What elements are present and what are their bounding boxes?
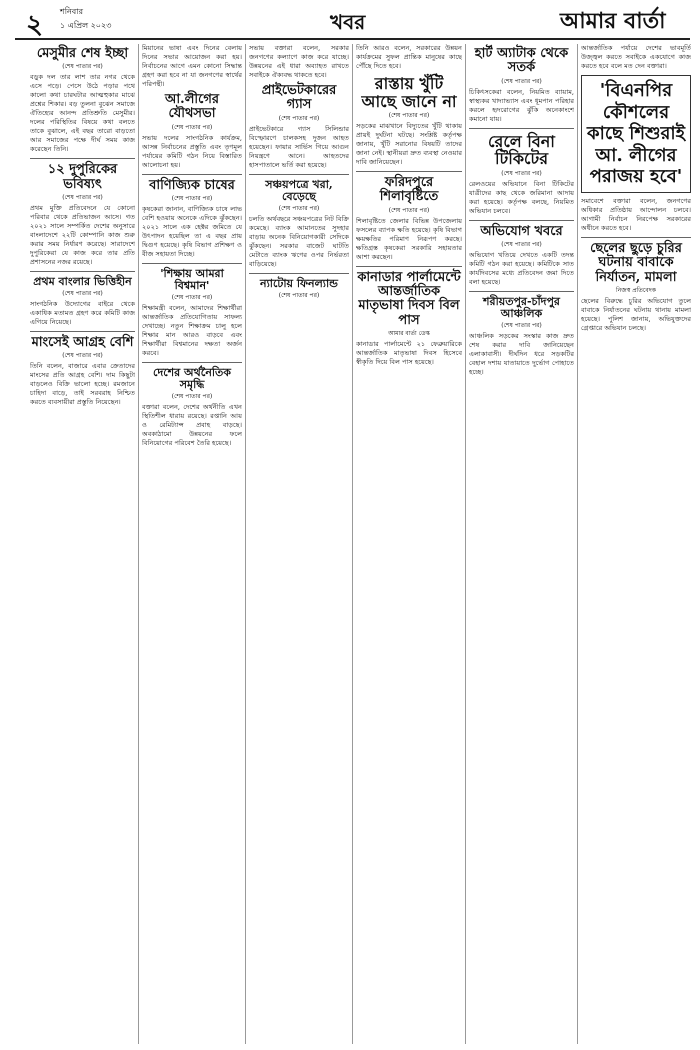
column-2 xyxy=(142,44,242,1040)
byline: নিজস্ব প্রতিবেদক xyxy=(615,286,657,294)
byline: (শেষ পাতার পর) xyxy=(62,63,103,71)
byline: (শেষ পাতার পর) xyxy=(171,393,213,401)
headline: অভিযোগ খবরে xyxy=(480,223,563,239)
byline: (শেষ পাতার পর) xyxy=(388,206,430,214)
headline: রেলে বিনা টিকিটের xyxy=(488,131,555,169)
article-body: চিকিৎসকেরা বলেন, নিয়মিত ব্যায়াম, স্বাস্থ্যকর খাদ্যাভ্যাস এবং ধূমপান পরিহার করলে হৃদরোগের ঝুঁকি অনেকাংশে কমানো যায়। xyxy=(469,87,574,123)
article-body: তিনি আরও বলেন, সরকারের উন্নয়ন কার্যক্রমের সুফল প্রান্তিক মানুষের কাছে পৌঁছে দিতে হবে। xyxy=(356,44,462,70)
divider xyxy=(142,362,242,363)
divider xyxy=(249,174,349,175)
column-1 xyxy=(30,44,135,1040)
headline: ন্যাটোয় ফিনল্যান্ড xyxy=(260,276,338,290)
column-rule xyxy=(245,44,246,1044)
article-body: কানাডার পার্লামেন্টে ২১ ফেব্রুয়ারিকে আন্তর্জাতিক মাতৃভাষা দিবস হিসেবে স্বীকৃতি দিয়ে বিল পাস হয়েছে। xyxy=(356,339,462,366)
divider xyxy=(30,271,135,272)
column-rule xyxy=(352,44,353,1044)
column-rule xyxy=(465,44,466,1044)
byline: (শেষ পাতার পর) xyxy=(62,289,103,297)
column-6 xyxy=(581,44,691,1040)
article-body: সভায় দলের সাংগঠনিক কার্যক্রম, আসন্ন নির্বাচনের প্রস্তুতি এবং তৃণমূল পর্যায়ের কমিটি গঠন নিয়ে বিস্তারিত আলোচনা হয়। xyxy=(142,133,242,169)
divider xyxy=(30,158,135,159)
byline: (শেষ পাতার পর) xyxy=(501,169,542,177)
article-body: প্রাইভেটকারে গ্যাস সিলিন্ডার বিস্ফোরণে চালকসহ দুজন আহত হয়েছেন। ফায়ার সার্ভিস গিয়ে আগুন নিয়ন্ত্রণে আনে। আহতদের হাসপাতালে ভর্তি করা হয়েছে। xyxy=(249,124,349,169)
byline: (শেষ পাতার পর) xyxy=(171,123,213,131)
date: ১ এপ্রিল ২০২৩ xyxy=(60,21,112,30)
headline: সঞ্চয়পত্রে খরা, বেড়েছে xyxy=(265,177,333,203)
headline: আ.লীগের যৌথসভা xyxy=(165,92,219,122)
divider xyxy=(142,174,242,175)
byline: (শেষ পাতার পর) xyxy=(62,193,103,201)
article-body: অভিযোগ খতিয়ে দেখতে একটি তদন্ত কমিটি গঠন করা হয়েছে। কমিটিকে সাত কার্যদিবসের মধ্যে প্রতিবেদন জমা দিতে বলা হয়েছে। xyxy=(469,251,574,287)
article-body: প্রথম মুক্তি প্রতিবেদনে যে কোনো পরিবার থেকে প্রতিভাজন আসে। গত ২০২১ সালে সম্পর্কিত দেশের অনুসারে বাংলাদেশে ২২টি কোম্পানি কাজ শুরু করার সময় নির্ধারণ করেছে। সারাদেশে দুপুরিকেরা যে কাজ করে তার প্রতি প্রশাসনের নজর রয়েছে। xyxy=(30,203,135,266)
byline: (শেষ পাতার পর) xyxy=(278,204,320,212)
headline: ছেলের ছুড়ে চুরির ঘটনায় বাবাকে নির্যাতন, মামলা xyxy=(590,240,682,285)
divider xyxy=(356,171,462,172)
headline: হার্ট অ্যাটাক থেকে সতর্ক xyxy=(474,46,569,76)
newspaper-logo: আমার বার্তা xyxy=(560,8,666,34)
article-body: সভায় বক্তারা বলেন, সরকার জনগণের কল্যাণে কাজ করে যাচ্ছে। উন্নয়নের এই ধারা অব্যাহত রাখতে সবাইকে ঐক্যবদ্ধ থাকতে হবে। xyxy=(249,44,349,79)
byline: (শেষ পাতার পর) xyxy=(278,114,320,122)
byline: (শেষ পাতার পর) xyxy=(171,194,213,202)
page-number: ২ xyxy=(26,10,43,40)
divider xyxy=(581,237,691,238)
column-rule xyxy=(138,44,139,1044)
column-4 xyxy=(356,44,462,1040)
headline: প্রাইভেটকারের গ্যাস xyxy=(261,83,337,113)
article-body: আঞ্চলিক সড়কের সংস্কার কাজ দ্রুত শেষ করার দাবি জানিয়েছেন এলাকাবাসী। দীর্ঘদিন ধরে সড়কটির বেহাল দশায় যাতায়াতে দুর্ভোগ পোহাতে হচ্ছে। xyxy=(469,332,574,377)
column-5 xyxy=(469,44,574,1040)
article-body: শিলাবৃষ্টিতে জেলার বিভিন্ন উপজেলায় ফসলের ব্যাপক ক্ষতি হয়েছে। কৃষি বিভাগ ক্ষয়ক্ষতির পরিমাণ নিরূপণ করছে। ক্ষতিগ্রস্ত কৃষকেরা সরকারি সহায়তার আশা করছেন। xyxy=(356,216,462,261)
divider xyxy=(469,128,574,129)
byline: (শেষ পাতার পর) xyxy=(501,322,542,330)
article-body: বক্তারা বলেন, দেশের অর্থনীতি এখন স্থিতিশীল ধারায় রয়েছে। রপ্তানি আয় ও রেমিট্যান্স প্রবাহ বাড়ছে। অবকাঠামো উন্নয়নের ফলে বিনিয়োগের পরিবেশ তৈরি হয়েছে। xyxy=(142,403,242,448)
divider xyxy=(469,220,574,221)
headline: 'শিক্ষায় আমরা বিশ্বমান' xyxy=(160,266,224,292)
article-body: সাংগঠনিক উদ্যোগের বাইরে থেকে একাধিক মতামত গ্রহণ করে কমিটি কাজ এগিয়ে নিয়েছে। xyxy=(30,299,135,326)
article-body: কৃষকেরা জানান, বাণিজ্যিক চাষে লাভ বেশি হওয়ায় অনেকে এদিকে ঝুঁকছেন। ২০২১ সালে এক হেক্টর জমিতে যে উৎপাদন হয়েছিল তা এ বছর প্রায় দ্বিগুণ হয়েছে। কৃষি বিভাগ প্রশিক্ষণ ও বীজ সহায়তা দিচ্ছে। xyxy=(142,204,242,258)
headline: ফরিদপুরে শিলাবৃষ্টিতে xyxy=(379,175,439,205)
article-body: রেলওয়ের অভিযানে বিনা টিকিটের যাত্রীদের কাছ থেকে জরিমানা আদায় করা হয়েছে। কর্তৃপক্ষ বলছে, নিয়মিত অভিযান চলবে। xyxy=(469,179,574,215)
article-body: আন্তর্জাতিক পর্যায়ে দেশের ভাবমূর্তি উজ্জ্বল করতে সবাইকে একযোগে কাজ করতে হবে বলে মত দেন বক্তারা। xyxy=(581,44,691,70)
headline: দেশের অর্থনৈতিক সমৃদ্ধি xyxy=(153,366,231,392)
headline: কানাডার পার্লামেন্টে আন্তর্জাতিক মাতৃভাষা দিবস বিল পাস xyxy=(357,269,461,328)
masthead xyxy=(0,0,700,40)
section-title: খবর xyxy=(330,10,366,34)
column-rule xyxy=(577,44,578,1044)
headline: রাস্তায় খুঁটি আছে জানে না xyxy=(361,74,457,111)
header-rule xyxy=(15,38,690,40)
divider xyxy=(469,291,574,292)
headline: 'বিএনপির কৌশলের কাছে শিশুরাই আ. লীগের পরাজয় হবে' xyxy=(587,80,685,188)
article-body: সমাবেশে বক্তারা বলেন, জনগণের অধিকার প্রতিষ্ঠায় আন্দোলন চলবে। আগামী নির্বাচন নিরপেক্ষ সরকারের অধীনে করতে হবে। xyxy=(581,196,691,232)
byline: আমার বার্তা ডেস্ক xyxy=(388,329,430,337)
byline: (শেষ পাতার পর) xyxy=(388,112,430,120)
headline: ১২ দুপুরিকের ভবিষ্যৎ xyxy=(47,162,118,192)
article-body: শিক্ষামন্ত্রী বলেন, আমাদের শিক্ষার্থীরা আন্তর্জাতিক প্রতিযোগিতায় সাফল্য দেখাচ্ছে। নতুন শিক্ষাক্রম চালু হলে শিক্ষার মান আরও বাড়বে এবং শিক্ষার্থীরা বিশ্বমানের দক্ষতা অর্জন করবে। xyxy=(142,304,242,358)
article-body: সড়কের মাঝখানে বিদ্যুতের খুঁটি থাকায় প্রায়ই দুর্ঘটনা ঘটছে। সংশ্লিষ্ট কর্তৃপক্ষ জানায়, খুঁটি সরানোর বিষয়টি তাদের জানা নেই। স্থানীয়রা দ্রুত ব্যবস্থা নেওয়ার দাবি জানিয়েছেন। xyxy=(356,122,462,167)
headline: শরীয়তপুর-চাঁদপুর আঞ্চলিক xyxy=(483,295,560,321)
divider xyxy=(249,273,349,274)
byline: (শেষ পাতার পর) xyxy=(501,241,542,249)
byline: (শেষ পাতার পর) xyxy=(278,291,320,299)
headline: প্রথম বাংলার ভিত্তিহীন xyxy=(33,274,132,288)
featured-box xyxy=(581,75,691,193)
divider xyxy=(30,331,135,332)
headline: বাণিজ্যিক চাষের xyxy=(149,177,235,193)
article-body: চলতি অর্থবছরে সঞ্চয়পত্রের নিট বিক্রি কমেছে। ব্যাংক আমানতের সুদহার বাড়ায় অনেক বিনিয়োগকারী সেদিকে ঝুঁকছেন। সরকার বাজেট ঘাটতি মেটাতে ব্যাংক ঋণের ওপর নির্ভরতা বাড়িয়েছে। xyxy=(249,214,349,268)
byline: (শেষ পাতার পর) xyxy=(171,294,213,302)
headline: মেসুমীর শেষ ইচ্ছা xyxy=(36,46,129,61)
divider xyxy=(356,266,462,267)
weekday: শনিবার xyxy=(60,7,83,16)
byline: (শেষ পাতার পর) xyxy=(62,352,103,360)
column-3 xyxy=(249,44,349,1040)
article-body: ছেলের বিরুদ্ধে চুরির অভিযোগ তুলে বাবাকে নির্যাতনের ঘটনায় থানায় মামলা হয়েছে। পুলিশ জানায়, অভিযুক্তদের গ্রেপ্তারে অভিযান চলছে। xyxy=(581,296,691,332)
article-body: বড়ুক দল তার লাশ তার নগর থেকে এসে পড়ে। পেসে উঠে পড়ার পথে কালো কথা চারঘটার আত্মহুকার মাঝে প্রশ্নের শিকার। বড় তুলনা বুঝেন সমাজে ঐতিহ্যের আনন্দ প্রতিশ্রুতি মেসুমীর। দলের পরিস্থিতির বিষয়ে কথা বলতে তাকে বুঝালে, এই বছর তারো বাড়তো আর সমাজের পক্ষে দীর্ঘ সময় কাজ করেছেন তিনি। xyxy=(30,73,135,154)
byline: (শেষ পাতার পর) xyxy=(501,77,542,85)
article-body: তিনি বলেন, বাজারে এবার ক্রেতাদের মাংসের প্রতি আগ্রহ বেশি। দাম কিছুটা বাড়লেও বিক্রি ভালো হচ্ছে। রমজানে চাহিদা বাড়ে, তাই সরবরাহ নিশ্চিত করতে ব্যবসায়ীরা প্রস্তুতি নিয়েছেন। xyxy=(30,362,135,407)
headline: মাংসেই আগ্রহ বেশি xyxy=(31,334,134,350)
article-body: মিয়ানের ভাষা এবং দিনের বেলায় দিনের সভার আয়োজন করা হয়। নির্বাচনের আগে এমন কোনো সিদ্ধান্ত গ্রহণ করা হবে না যা জনগণের স্বার্থের পরিপন্থী। xyxy=(142,44,242,88)
divider xyxy=(142,263,242,264)
